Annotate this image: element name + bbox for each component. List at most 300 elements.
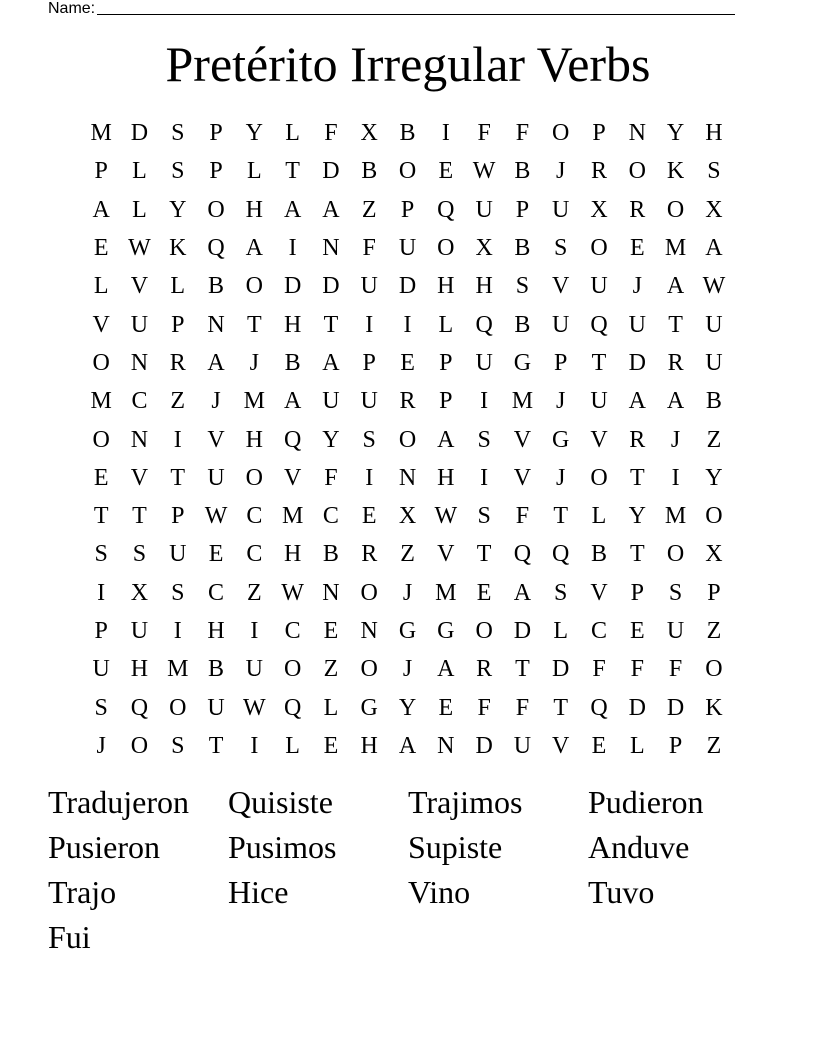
grid-letter[interactable]: I [288,235,297,262]
grid-letter[interactable]: O [245,273,263,300]
grid-letter[interactable]: H [245,196,263,223]
grid-letter[interactable]: V [92,311,110,338]
grid-letter[interactable]: E [208,541,224,568]
grid-letter[interactable]: Q [283,426,302,453]
grid-letter[interactable]: C [284,618,301,644]
grid-letter[interactable]: S [477,503,491,530]
grid-letter[interactable]: O [207,196,225,223]
word-bank-item: Fui [48,919,91,955]
grid-letter[interactable]: F [477,120,491,147]
grid-letter[interactable]: Z [706,618,722,644]
grid-letter[interactable]: Z [247,579,262,606]
grid-letter[interactable]: S [171,579,185,606]
grid-letter[interactable]: J [249,349,259,376]
grid-letter[interactable]: D [130,120,149,147]
grid-letter[interactable]: S [707,158,721,185]
grid-letter[interactable]: B [705,388,722,415]
grid-letter[interactable]: J [556,388,566,415]
grid-letter[interactable]: Q [475,311,493,338]
grid-letter[interactable]: F [515,503,530,530]
grid-letter[interactable]: W [128,235,151,262]
grid-letter[interactable]: U [398,235,417,262]
grid-letter[interactable]: Q [130,694,149,721]
grid-letter[interactable]: O [437,235,455,262]
grid-letter[interactable]: O [245,464,263,491]
grid-letter[interactable]: R [591,158,608,185]
grid-letter[interactable]: N [207,311,225,338]
grid-letter[interactable]: G [513,349,532,376]
grid-letter[interactable]: F [477,694,491,721]
grid-letter[interactable]: E [438,158,454,185]
grid-letter[interactable]: I [365,464,374,491]
grid-letter[interactable]: S [171,158,185,185]
grid-letter[interactable]: Q [513,541,532,568]
grid-letter[interactable]: K [169,235,187,262]
grid-letter[interactable]: V [130,464,149,491]
word-bank-item: Pusimos [228,829,337,865]
grid-letter[interactable]: L [591,503,607,530]
grid-letter[interactable]: Y [322,426,340,453]
grid-letter[interactable]: W [434,503,458,530]
grid-letter[interactable]: A [666,273,685,300]
grid-letter[interactable]: B [361,158,378,185]
grid-letter[interactable]: T [323,311,339,338]
grid-letter[interactable]: P [171,311,185,338]
name-field[interactable] [48,0,735,18]
grid-letter[interactable]: B [514,235,531,262]
grid-letter[interactable]: S [171,732,185,759]
grid-letter[interactable]: L [285,120,300,147]
grid-letter[interactable]: A [92,196,110,223]
grid-letter[interactable]: H [283,541,302,568]
grid-letter[interactable]: T [93,503,109,530]
grid-letter[interactable]: R [399,388,416,415]
grid-letter[interactable]: A [207,349,225,376]
grid-letter[interactable]: U [322,388,340,415]
grid-letter[interactable]: J [402,656,413,683]
grid-letter[interactable]: T [553,503,569,530]
grid-letter[interactable]: I [671,464,680,491]
grid-letter[interactable]: E [591,732,607,759]
grid-letter[interactable]: F [515,120,530,147]
grid-letter[interactable]: H [283,311,302,338]
grid-letter[interactable]: A [513,579,532,606]
grid-letter[interactable]: C [246,503,263,530]
grid-letter[interactable]: V [590,426,608,453]
grid-letter[interactable]: Q [590,311,608,338]
grid-letter[interactable]: U [130,311,149,338]
grid-letter[interactable]: X [475,235,493,262]
grid-letter[interactable]: P [439,388,453,415]
grid-letter[interactable]: T [132,503,147,530]
grid-letter[interactable]: Q [590,694,608,721]
grid-letter[interactable]: P [515,196,530,223]
grid-letter[interactable]: P [439,349,453,376]
grid-letter[interactable]: P [668,732,683,759]
grid-letter[interactable]: V [590,579,608,606]
grid-letter[interactable]: A [245,235,263,262]
word-bank-item: Tradujeron [48,784,190,820]
grid-letter[interactable]: S [171,120,185,147]
grid-letter[interactable]: O [92,426,110,453]
grid-letter[interactable]: E [361,503,377,530]
word-bank-item: Vino [408,874,471,910]
grid-letter[interactable]: E [400,349,415,376]
grid-letter[interactable]: L [323,694,339,721]
grid-letter[interactable]: Z [170,388,186,415]
grid-letter[interactable]: E [93,235,109,262]
grid-letter[interactable]: J [211,388,221,415]
grid-letter[interactable]: N [437,732,455,759]
word-bank-item: Quisiste [228,784,333,820]
grid-letter[interactable]: W [702,273,726,300]
grid-letter[interactable]: U [475,349,493,376]
word-bank-item: Supiste [408,829,503,865]
grid-letter[interactable]: F [324,464,338,491]
grid-letter[interactable]: J [402,579,413,606]
grid-letter[interactable]: P [209,120,223,147]
grid-letter[interactable]: O [92,349,110,376]
grid-letter[interactable]: U [705,311,723,338]
grid-letter[interactable]: M [664,235,687,262]
grid-letter[interactable]: C [322,503,339,530]
grid-letter[interactable]: L [553,618,569,644]
grid-letter[interactable]: Z [361,196,377,223]
grid-letter[interactable]: N [130,349,149,376]
grid-letter[interactable]: F [324,120,338,147]
grid-letter[interactable]: M [90,120,112,147]
grid-letter[interactable]: L [438,311,454,338]
grid-letter[interactable]: A [283,196,302,223]
word-bank-item: Anduve [588,829,690,865]
grid-letter[interactable]: R [667,349,684,376]
grid-letter[interactable]: P [171,503,185,530]
grid-letter[interactable]: B [591,541,608,568]
grid-letter[interactable]: H [130,656,149,683]
grid-letter[interactable]: D [322,158,340,185]
grid-letter[interactable]: U [590,273,608,300]
grid-letter[interactable]: Z [706,426,722,453]
grid-letter[interactable]: N [130,426,149,453]
grid-letter[interactable]: I [173,618,182,644]
grid-letter[interactable]: U [245,656,263,683]
grid-letter[interactable]: G [360,694,378,721]
grid-letter[interactable]: O [475,618,493,644]
grid-letter[interactable]: C [246,541,263,568]
grid-letter[interactable]: U [360,388,378,415]
grid-letter[interactable]: M [167,656,189,683]
grid-letter[interactable]: Q [207,235,225,262]
grid-letter[interactable]: Q [437,196,455,223]
grid-letter[interactable]: Z [400,541,415,568]
grid-letter[interactable]: B [284,349,301,376]
grid-letter[interactable]: T [629,464,645,491]
grid-letter[interactable]: A [322,349,340,376]
grid-letter[interactable]: O [628,158,646,185]
grid-letter[interactable]: A [666,388,685,415]
grid-letter[interactable]: P [630,579,644,606]
grid-letter[interactable]: M [435,579,457,606]
grid-letter[interactable]: U [169,541,187,568]
grid-letter[interactable]: T [553,694,569,721]
grid-letter[interactable]: U [207,464,225,491]
grid-letter[interactable]: F [515,694,530,721]
grid-letter[interactable]: B [322,541,339,568]
grid-letter[interactable]: O [705,503,723,530]
grid-letter[interactable]: Y [705,464,723,491]
grid-letter[interactable]: T [170,464,186,491]
grid-letter[interactable]: D [283,273,302,300]
name-blank-line[interactable] [97,0,735,15]
grid-letter[interactable]: S [362,426,376,453]
grid-letter[interactable]: X [705,196,723,223]
grid-letter[interactable]: P [400,196,415,223]
grid-letter[interactable]: U [475,196,493,223]
grid-letter[interactable]: M [281,503,304,530]
grid-letter[interactable]: P [707,579,721,606]
grid-letter[interactable]: B [514,158,531,185]
grid-letter[interactable]: A [398,732,417,759]
grid-letter[interactable]: D [666,694,685,721]
grid-letter[interactable]: L [629,732,645,759]
grid-letter[interactable]: L [132,196,147,223]
grid-letter[interactable]: E [629,235,645,262]
grid-letter[interactable]: D [628,349,646,376]
grid-letter[interactable]: J [670,426,681,453]
grid-letter[interactable]: T [668,311,683,338]
grid-letter[interactable]: D [628,694,646,721]
grid-letter[interactable]: R [629,196,646,223]
grid-letter[interactable]: U [552,196,570,223]
grid-letter[interactable]: G [552,426,570,453]
grid-letter[interactable]: V [437,541,455,568]
grid-letter[interactable]: I [480,464,489,491]
grid-letter[interactable]: M [90,388,112,415]
grid-letter[interactable]: B [208,656,225,683]
grid-letter[interactable]: K [666,158,685,185]
grid-letter[interactable]: S [668,579,683,606]
grid-letter[interactable]: Q [552,541,570,568]
grid-letter[interactable]: Y [169,196,187,223]
grid-letter[interactable]: O [398,158,417,185]
grid-letter[interactable]: O [705,656,723,683]
grid-letter[interactable]: V [207,426,225,453]
grid-letter[interactable]: S [554,579,568,606]
grid-letter[interactable]: D [322,273,340,300]
grid-letter[interactable]: H [475,273,493,300]
grid-letter[interactable]: P [592,120,606,147]
grid-letter[interactable]: F [362,235,376,262]
grid-letter[interactable]: R [476,656,493,683]
grid-letter[interactable]: G [437,618,455,644]
grid-letter[interactable]: V [513,426,532,453]
grid-letter[interactable]: S [515,273,530,300]
grid-letter[interactable]: Y [398,694,417,721]
grid-letter[interactable]: C [591,618,608,644]
grid-letter[interactable]: O [552,120,570,147]
grid-letter[interactable]: X [398,503,417,530]
grid-letter[interactable]: D [398,273,417,300]
grid-letter[interactable]: E [476,579,492,606]
grid-letter[interactable]: E [93,464,109,491]
grid-letter[interactable]: T [591,349,607,376]
grid-letter[interactable]: M [511,388,534,415]
grid-letter[interactable]: Y [628,503,646,530]
grid-letter[interactable]: T [515,656,530,683]
grid-letter[interactable]: E [323,618,339,644]
grid-letter[interactable]: H [437,464,455,491]
grid-letter[interactable]: V [552,732,570,759]
grid-letter[interactable]: U [628,311,646,338]
grid-letter[interactable]: S [94,694,108,721]
grid-letter[interactable]: H [360,732,378,759]
grid-letter[interactable]: M [664,503,687,530]
grid-letter[interactable]: I [441,120,450,147]
grid-letter[interactable]: F [630,656,644,683]
grid-letter[interactable]: X [360,120,378,147]
grid-letter[interactable]: O [169,694,187,721]
grid-letter[interactable]: A [283,388,302,415]
grid-letter[interactable]: U [590,388,608,415]
grid-letter[interactable]: D [552,656,570,683]
grid-letter[interactable]: J [556,158,566,185]
grid-letter[interactable]: I [250,618,259,644]
grid-letter[interactable]: O [398,426,417,453]
word-bank-item: Pudieron [588,784,704,820]
grid-letter[interactable]: V [513,464,532,491]
grid-letter[interactable]: A [437,426,455,453]
grid-letter[interactable]: N [322,235,340,262]
grid-letter[interactable]: I [173,426,182,453]
grid-letter[interactable]: D [475,732,493,759]
grid-letter[interactable]: L [285,732,300,759]
grid-letter[interactable]: S [554,235,568,262]
grid-letter[interactable]: J [96,732,106,759]
grid-letter[interactable]: F [668,656,683,683]
grid-letter[interactable]: R [169,349,186,376]
grid-letter[interactable]: L [247,158,262,185]
grid-letter[interactable]: L [170,273,186,300]
grid-letter[interactable]: V [130,273,149,300]
grid-letter[interactable]: B [514,311,531,338]
grid-letter[interactable]: D [513,618,532,644]
grid-letter[interactable]: I [403,311,412,338]
grid-letter[interactable]: T [208,732,224,759]
grid-letter[interactable]: A [628,388,646,415]
grid-letter[interactable]: O [360,579,378,606]
grid-letter[interactable]: T [476,541,492,568]
grid-letter[interactable]: O [360,656,378,683]
grid-letter[interactable]: X [130,579,149,606]
grid-letter[interactable]: N [398,464,417,491]
grid-letter[interactable]: U [705,349,723,376]
grid-letter[interactable]: W [281,579,304,606]
grid-letter[interactable]: T [629,541,645,568]
grid-letter[interactable]: P [94,618,108,644]
grid-letter[interactable]: P [554,349,568,376]
grid-letter[interactable]: U [552,311,570,338]
grid-letter[interactable]: W [472,158,496,185]
grid-letter[interactable]: R [629,426,646,453]
grid-letter[interactable]: N [322,579,340,606]
grid-letter[interactable]: C [131,388,148,415]
grid-letter[interactable]: H [437,273,455,300]
grid-letter[interactable]: O [666,196,685,223]
grid-letter[interactable]: U [513,732,532,759]
grid-letter[interactable]: R [361,541,378,568]
grid-letter[interactable]: Q [283,694,302,721]
grid-letter[interactable]: A [705,235,723,262]
grid-letter[interactable]: T [247,311,262,338]
grid-letter[interactable]: N [628,120,646,147]
grid-letter[interactable]: C [208,579,225,606]
grid-letter[interactable]: S [477,426,491,453]
grid-letter[interactable]: H [207,618,225,644]
grid-letter[interactable]: O [590,235,608,262]
grid-letter[interactable]: Z [706,732,722,759]
word-search-grid [82,114,733,765]
grid-letter[interactable]: B [208,273,225,300]
grid-letter[interactable]: S [94,541,108,568]
grid-letter[interactable]: I [97,579,106,606]
grid-letter[interactable]: N [360,618,378,644]
grid-letter[interactable]: O [283,656,302,683]
grid-letter[interactable]: S [132,541,147,568]
grid-letter[interactable]: J [632,273,642,300]
grid-letter[interactable]: H [245,426,263,453]
grid-letter[interactable]: W [204,503,228,530]
grid-letter[interactable]: A [322,196,340,223]
grid-letter[interactable]: V [283,464,302,491]
grid-letter[interactable]: O [666,541,685,568]
grid-letter[interactable]: L [132,158,147,185]
grid-letter[interactable]: P [362,349,376,376]
grid-letter[interactable]: H [705,120,723,147]
grid-letter[interactable]: M [243,388,265,415]
grid-letter[interactable]: A [437,656,455,683]
grid-letter[interactable]: G [398,618,417,644]
grid-letter[interactable]: V [552,273,570,300]
grid-letter[interactable]: W [243,694,266,721]
grid-letter[interactable]: Z [323,656,339,683]
grid-letter[interactable]: E [438,694,454,721]
grid-letter[interactable]: Y [666,120,685,147]
grid-letter[interactable]: I [365,311,374,338]
grid-letter[interactable]: E [323,732,339,759]
grid-letter[interactable]: I [250,732,259,759]
grid-letter[interactable]: K [705,694,723,721]
grid-letter[interactable]: U [130,618,149,644]
grid-letter[interactable]: U [666,618,685,644]
grid-letter[interactable]: F [592,656,606,683]
grid-letter[interactable]: O [590,464,608,491]
grid-letter[interactable]: T [285,158,300,185]
grid-letter[interactable]: B [399,120,416,147]
grid-letter[interactable]: U [92,656,110,683]
grid-letter[interactable]: O [130,732,149,759]
grid-letter[interactable]: L [93,273,109,300]
grid-letter[interactable]: U [207,694,225,721]
grid-letter[interactable]: Y [245,120,263,147]
grid-letter[interactable]: I [480,388,489,415]
grid-letter[interactable]: J [556,464,566,491]
grid-letter[interactable]: X [705,541,723,568]
grid-letter[interactable]: X [590,196,608,223]
grid-letter[interactable]: P [94,158,108,185]
grid-letter[interactable]: P [209,158,223,185]
grid-letter[interactable]: U [360,273,378,300]
grid-letter[interactable]: E [629,618,645,644]
